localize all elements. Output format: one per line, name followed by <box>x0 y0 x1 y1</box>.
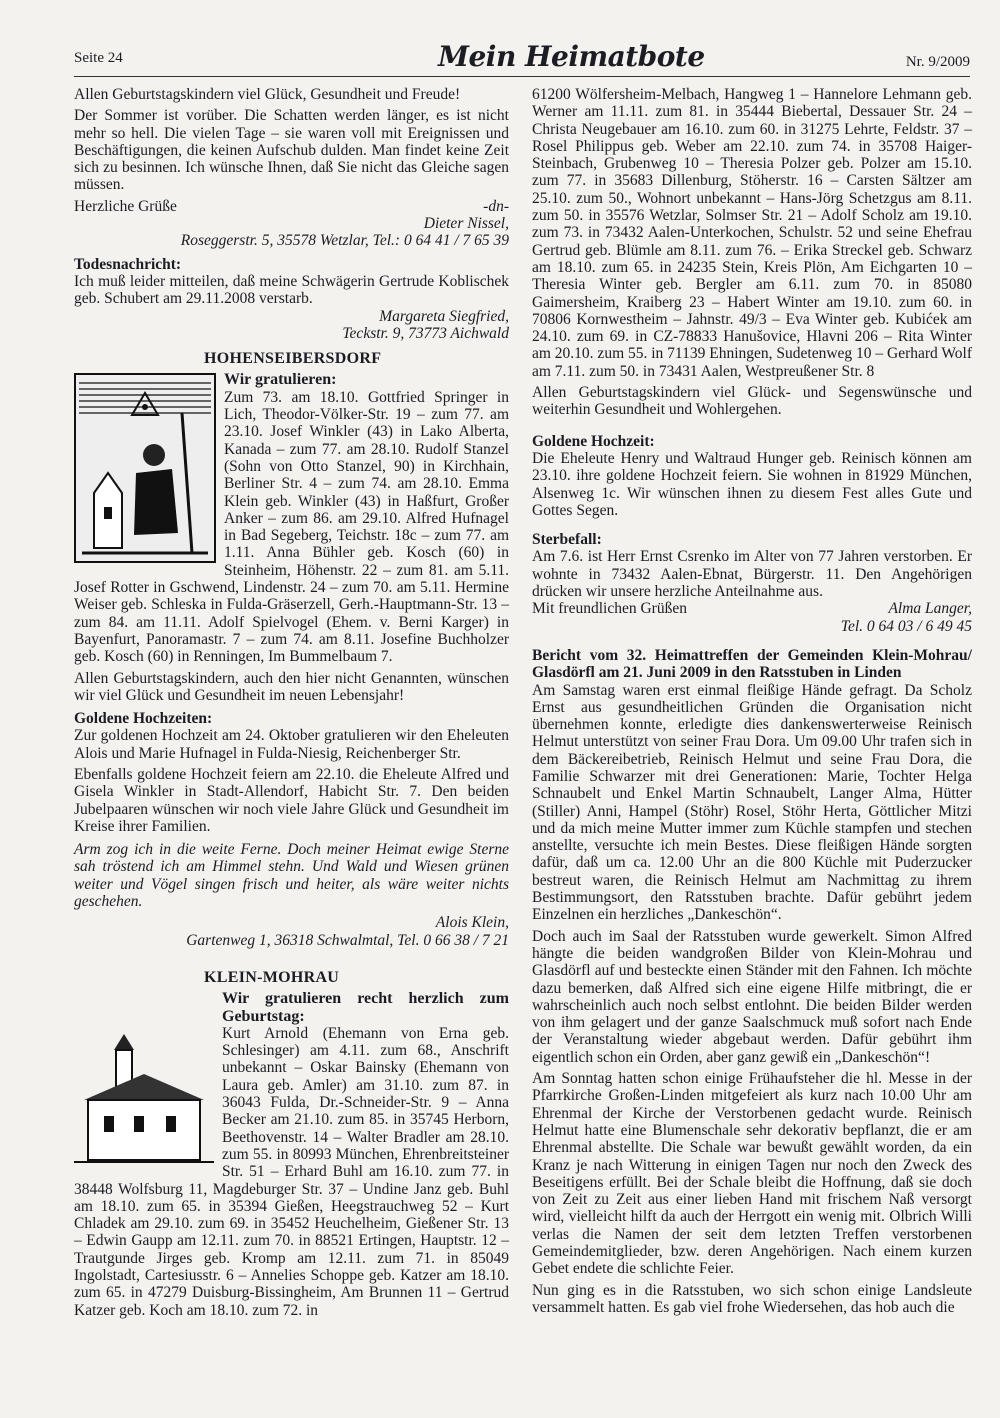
section-heading-klein-mohrau: KLEIN-MOHRAU <box>204 968 340 986</box>
section-heading-hohenseibersdorf: HOHENSEIBERSDORF <box>204 350 382 368</box>
death-notice-signature: Margareta Siegfried, <box>379 307 509 325</box>
klein-mohrau-subheading: Wir gratulieren recht herzlich zum Geburtstag: <box>222 990 509 1025</box>
report-heading: Bericht vom 32. Heimattreffen der Gemeinden Klein-Mohrau/ Glasdörfl am 21. Juni 2009 in den Ratsstuben in Linden <box>532 646 972 682</box>
golden-weddings-heading: Goldene Hochzeiten: <box>74 710 213 728</box>
death-notice-text: Ich muß leider mitteilen, daß meine Schwägerin Gertrude Koblischek geb. Schubert am 29.11.2008 verstarb. <box>74 272 509 308</box>
report-paragraph-4: Nun ging es in die Ratsstuben, wo sich schon einige Landsleute versammelt hatten. Es gab viel frohe Wiedersehen, das hob auch die <box>532 1281 972 1316</box>
death-greeting-block <box>532 600 972 617</box>
death-notice-address: Teckstr. 9, 73773 Aichwald <box>342 324 509 342</box>
church-illustration <box>74 1030 214 1170</box>
left-column <box>74 86 509 1323</box>
signature-address: Roseggerstr. 5, 35578 Wetzlar, Tel.: 0 64 41 / 7 65 39 <box>180 232 509 250</box>
greeting: Herzliche Grüße <box>74 197 177 215</box>
golden-weddings-text-1: Zur goldenen Hochzeit am 24. Oktober gratulieren wir den Eheleuten Alois und Marie Hufnagel in Fulda-Niesig, Reichenberger Str. <box>74 727 509 762</box>
issue-number: Nr. 9/2009 <box>905 54 970 70</box>
masthead-title: Mein Heimatbote <box>438 40 705 73</box>
poem: Arm zog ich in die weite Ferne. Doch meiner Heimat ewige Sterne sah tröstend ich am Himmel stehn. Und Wald und Wiesen grünen weiter und Vögel singen frisch und heiter, als wäre weiter nichts geschehen. <box>74 841 509 911</box>
signature-name: Dieter Nissel, <box>423 215 509 233</box>
page-header <box>74 40 970 74</box>
golden-wedding-heading: Goldene Hochzeit: <box>532 432 655 450</box>
golden-weddings-text-2: Ebenfalls goldene Hochzeit feiern am 22.10. die Eheleute Alfred und Gisela Winkler in Stadt-Allendorf, Habicht Str. 7. Den beiden Jubelpaaren wünschen wir noch viele Jahre Glück und Gesundheit im Kreise ihrer Familien. <box>74 765 509 835</box>
hohenseibersdorf-wish: Allen Geburtstagskindern, auch den hier nicht Genannten, wünschen wir viel Glück und Gesundheit im neuen Lebensjahr! <box>74 669 509 704</box>
report-paragraph-2: Doch auch im Saal der Ratsstuben wurde gewerkelt. Simon Alfred hängte die beiden wandgroßen Bilder von Klein-Mohrau und Glasdörfl auf und besteckte einen Ständer mit den Fahnen. Ich möchte dazu bemerken, daß Alfred sich eine eigene Hilfe mitbringt, die er wahrscheinlich auch noch selbst entlohnt. Die beiden Bilder werden von ihm gelagert und der ganze Saalschmuck muß sofort nach Ende der Veranstaltung wieder abgebaut werden. Dafür gebührt ihm eigentlich schon ein Orden, aber ganz gewiß ein „Dankeschön“! <box>532 927 972 1066</box>
poem-author-address: Gartenweg 1, 36318 Schwalmtal, Tel. 0 66 38 / 7 21 <box>186 931 509 949</box>
klein-mohrau-birthdays: Kurt Arnold (Ehemann von Erna geb. Schlesinger) am 4.11. zum 68., Anschrift unbekannt – Oskar Bainsky (Ehemann von Laura geb. Amler) am 31.10. zum 87. in 36043 Fulda, Dr.-Schneider-Str. 9 – Anna Becker am 21.10. zum 85. in 35745 Herborn, Beethovenstr. 14 – Walter Bradler am 28.10. zum 55. in 80993 München, Ehrenbreitsteiner Str. 51 – Erhard Buhl am 16.10. zum 77. in 38448 Wolfsburg 11, Magdeburger Str. 37 – Undine Janz geb. Buhl am 18.10. zum 65. in 35394 Gießen, Heegstrauchweg 52 – Kurt Chladek am 29.10. zum 69. in 35452 Heuchelheim, Gießener Str. 13 – Edwin Gaupp am 12.11. zum 70. in 88521 Ertingen, Hauptstr. 12 – Trautgunde Jirges geb. Kromp am 12.11. zum 71. in 85049 Ingolstadt, Cartesiusstr. 6 – Annelies Schoppe geb. Katzer am 18.10. zum 65. in 47279 Duisburg-Bissingheim, Am Brunnen 11 – Gertrud Katzer geb. Koch am 18.10. zum 72. in <box>74 1024 509 1319</box>
birthday-wish: Allen Geburtstagskindern viel Glück, Gesundheit und Freude! <box>74 86 461 103</box>
poem-author: Alois Klein, <box>435 914 509 932</box>
report-paragraph-1: Am Samstag waren erst einmal fleißige Hände gefragt. Da Scholz Ernst aus gesundheitlichen Gründen die Organisation nicht übernehmen konnte, erledigte dies dankenswerterweise Reinisch Helmut unterstützt von seiner Frau Dora. Um 09.00 Uhr trafen sich in dem Bäckereibetrieb, Reinisch Helmut und seine Frau Dora, die Familie Schwarzer mit drei Generationen: Marie, Tochter Helga Schnaubelt und Enkel Martin Schnaubelt, Langer Alma, Hütter (Stiller) Anni, Hampel (Stöhr) Rosel, Stöhr Herta, Göttlicher Mitzi und da mich meine Mutter immer zum Küchle stampfen und stechen anstellte, versuchte ich mein Bestes. Diese fleißigen Hände sorgten dafür, daß um ca. 12.00 Uhr an die 800 Küchle mit Puderzucker bestreut waren, die Reinisch Helmut am Nachmittag zu ihrem Bestimmungsort, den Ratsstuben brachte. Dafür gebührt jedem Einzelnen ein herzliches „Dankeschön“. <box>532 681 972 924</box>
greeting-block <box>74 198 509 215</box>
page-number: Seite 24 <box>74 50 123 66</box>
golden-wedding-text: Die Eheleute Henry und Waltraud Hunger geb. Reinisch können am 23.10. ihre goldene Hochzeit feiern. Sie wohnen in 81929 München, Alsenweg 1c. Wir wünschen ihnen zu diesem Fest alles Gute und Gottes Segen. <box>532 449 972 519</box>
congrats-subheading: Wir gratulieren: <box>224 371 337 389</box>
hohenseibersdorf-birthdays: Zum 73. am 18.10. Gottfried Springer in Lich, Theodor-Völker-Str. 19 – zum 77. am 23.10. Josef Winkler (43) in Lako Alberta, Kanada – zum 77. am 28.10. Rudolf Stanzel (Sohn von Otto Stanzel, 90) in Kirchhain, Berliner Str. 4 – zum 74. am 28.10. Emma Klein geb. Winkler (43) in Haßfurt, Großer Anker – zum 86. am 29.10. Alfred Hufnagel in Bad Segeberg, Teichstr. 18c – zum 77. am 1.11. Anna Bühler geb. Kosch (60) in Steinheim, Höhenstr. 22 – zum 81. am 5.11. Josef Rotter in Gschwend, Lindenstr. 24 – zum 70. am 5.11. Hermine Weiser geb. Schleska in Fulda-Gräserzell, Gerh.-Hauptmann-Str. 13 – zum 84. am 11.11. Adolf Spielvogel (Ehem. v. Berni Karger) in Bayenfurt, Panoramastr. 7 – zum 74. am 8.11. Josefine Buchholzer geb. Kosch (60) in Renningen, Im Bummelbaum 7. <box>74 388 509 666</box>
death-greeting: Mit freundlichen Grüßen <box>532 600 687 618</box>
death-phone: Tel. 0 64 03 / 6 49 45 <box>840 617 972 635</box>
death-heading: Sterbefall: <box>532 531 602 549</box>
woodcut-illustration <box>74 373 216 563</box>
report-paragraph-3: Am Sonntag hatten schon einige Frühaufsteher die hl. Messe in der Pfarrkirche Großen-Linden mitgefeiert als kurz nach 10.00 Uhr am Ehrenmal der Kirche der Verstorbenen gedacht wurde. Reinisch Helmut hatte eine Blumenschale sehr dekorativ bepflanzt, die er am Ehrenmal abstellte. Die Schale war bewußt gewählt worden, da ein Kranz je nach Witterung in einigen Tagen nur noch den Zweck des Beseitigens erfüllt. Bei der Schale bleibt die Hoffnung, daß sie doch von Zeit zu Zeit aus einer lieben Hand mit frischem Naß versorgt wird, vielleicht hilft da auch der Herrgott ein wenig mit. Olbrich Willi verlas die Namen der seit dem letzten Treffen verstorbenen Gemeindemitglieder, bzw. deren Angehörigen. Nach einem kurzen Gebet endete die schlichte Feier. <box>532 1070 972 1278</box>
death-signature: Alma Langer, <box>888 600 972 618</box>
author-initials: -dn- <box>483 197 509 215</box>
right-column <box>532 86 972 1320</box>
death-notice-heading: Todesnachricht: <box>74 255 182 273</box>
header-rule <box>74 76 970 77</box>
intro-paragraph: Der Sommer ist vorüber. Die Schatten werden länger, es ist nicht mehr so hell. Die vielen Tage – sie waren voll mit Ereignissen und Beschäftigungen, die keinen Aufschub dulden. Man findet keine Zeit sich zu besinnen. Ich wünsche Ihnen, daß Sie nicht das Gleiche sagen müssen. <box>74 107 509 194</box>
klein-mohrau-wish: Allen Geburtstagskindern viel Glück- und Segenswünsche und weiterhin Gesundheit und Wohlergehen. <box>532 384 972 419</box>
death-text: Am 7.6. ist Herr Ernst Csrenko im Alter von 77 Jahren verstorben. Er wohnte in 73432 Aalen-Ebnat, Bürgerstr. 11. Den Angehörigen drücken wir unsere herzliche Anteilnahme aus. <box>532 548 972 601</box>
klein-mohrau-birthdays-continued: 61200 Wölfersheim-Melbach, Hangweg 1 – Hannelore Lehmann geb. Werner am 11.11. zum 81. in 35444 Biebertal, Dessauer Str. 24 – Christa Neugebauer am 16.10. zum 60. in 31275 Lehrte, Feldstr. 37 – Rosel Philippus geb. Weber am 22.10. zum 74. in 35708 Haiger-Steinbach, Grubenweg 10 – Theresia Polzer geb. Polzer am 15.10. zum 77. in 35683 Dillenburg, Stöherstr. 16 – Carsten Sältzer am 25.10. zum 50., Wohnort unbekannt – Hans-Jörg Schetzgus am 8.11. zum 50. in 35576 Wetzlar, Solmser Str. 21 – Adolf Scholz am 19.10. zum 73. in 73432 Aalen-Unterkochen, Schulstr. 52 und seine Ehefrau Gertrud geb. Blümle am 8.11. zum 76. – Erika Streckel geb. Schwarz am 18.10. zum 65. in 24235 Stein, Kreis Plön, Am Eichgarten 10 – Theresia Winter geb. Bergler am 6.11. zum 70. in 85080 Gaimersheim, Kraiberg 23 – Habert Winter am 19.10. zum 60. in 70806 Kornwestheim – Jahnstr. 49/3 – Eva Winter geb. Kubićek am 24.10. zum 69. in CZ-78833 Hanušovice, Hlavni 206 – Rita Winter am 20.10. zum 55. in 71139 Ehningen, Sudetenweg 10 – Gerhard Wolf am 7.11. zum 50. in 73431 Aalen, Westpreußener Str. 8 <box>532 86 972 380</box>
